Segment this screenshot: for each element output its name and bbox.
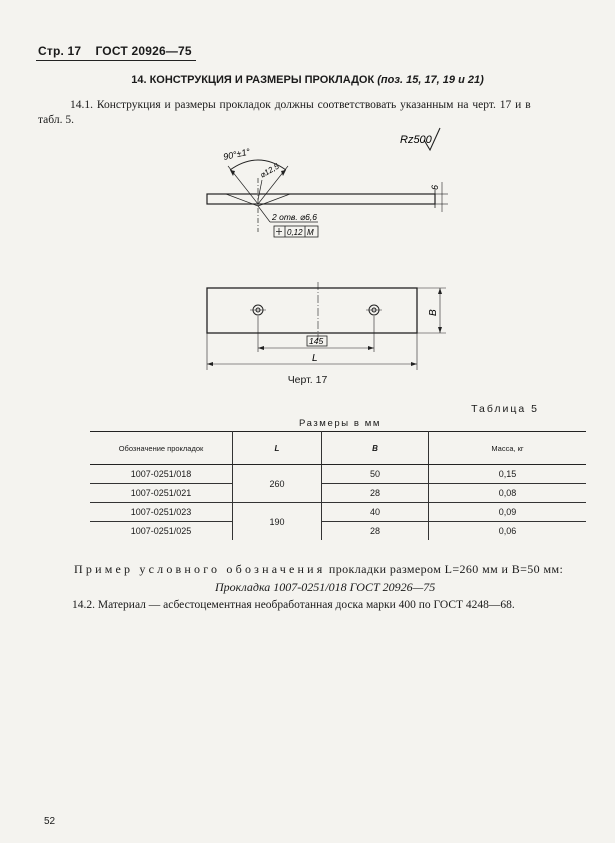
- example-rest: прокладки размером L=260 мм и B=50 мм:: [328, 562, 564, 576]
- cell-designation: 1007-0251/023: [90, 503, 233, 522]
- table-row: [90, 522, 586, 541]
- dim-B: B: [428, 309, 439, 316]
- cell-designation: 1007-0251/025: [90, 522, 233, 541]
- example-designation: Прокладка 1007-0251/018 ГОСТ 20926—75: [215, 580, 436, 594]
- example-spaced: Пример условного обозначения: [74, 562, 326, 576]
- roughness-label: Rz500: [400, 134, 432, 146]
- drawing-17: [0, 0, 615, 400]
- table-subcaption: Размеры в мм: [298, 418, 382, 429]
- figure-caption: Черт. 17: [287, 374, 328, 386]
- cell-designation: 1007-0251/021: [90, 484, 233, 503]
- position-tolerance: 0,12: [287, 228, 303, 237]
- table-row: [90, 465, 586, 484]
- standard-number: ГОСТ 20926—75: [95, 44, 192, 58]
- dim-L: L: [312, 353, 318, 364]
- cell-B: 50: [322, 465, 429, 484]
- section-positions: (поз. 15, 17, 19 и 21): [377, 74, 484, 86]
- hole-dia-label: ⌀12,5: [258, 161, 281, 180]
- table-row: [90, 484, 586, 503]
- page-label: Стр. 17: [38, 44, 82, 58]
- table-5: [90, 431, 586, 540]
- cell-mass: 0,15: [429, 465, 587, 484]
- table-caption: Таблица 5: [471, 403, 539, 415]
- holes-note: 2 отв. ⌀6,6: [272, 212, 317, 222]
- paragraph-14-2: 14.2. Материал — асбестоцементная необработанная доска марки 400 по ГОСТ 4248—68.: [72, 599, 515, 611]
- cell-L: 190: [233, 503, 322, 541]
- cell-B: 40: [322, 503, 429, 522]
- angle-label: 90°±1°: [222, 146, 251, 162]
- paragraph-14-1: 14.1. Конструкция и размеры прокладок должны соответствовать указанным на черт. 17 и в: [70, 99, 531, 111]
- cell-mass: 0,08: [429, 484, 587, 503]
- cell-mass: 0,06: [498, 526, 517, 536]
- col-header-designation: Обозначение прокладок: [90, 432, 233, 465]
- paragraph-14-1-cont: табл. 5.: [38, 114, 74, 126]
- section-title-text: 14. КОНСТРУКЦИЯ И РАЗМЕРЫ ПРОКЛАДОК: [131, 74, 375, 86]
- thickness-label: 6: [430, 184, 440, 190]
- cell-B: 28: [322, 484, 429, 503]
- col-header-L: L: [233, 432, 322, 465]
- tolerance-ref: М: [307, 228, 314, 237]
- cell-designation: 1007-0251/018: [90, 465, 233, 484]
- table-row: [90, 503, 586, 522]
- page-number: 52: [44, 816, 56, 827]
- cell-B: 28: [322, 522, 429, 541]
- dim-145: 145: [309, 336, 324, 346]
- cell-L: 260: [233, 465, 322, 503]
- cell-mass: 0,09: [429, 503, 587, 522]
- col-header-mass: Масса, кг: [429, 432, 587, 465]
- example-line: [74, 562, 563, 577]
- col-header-B: B: [322, 432, 429, 465]
